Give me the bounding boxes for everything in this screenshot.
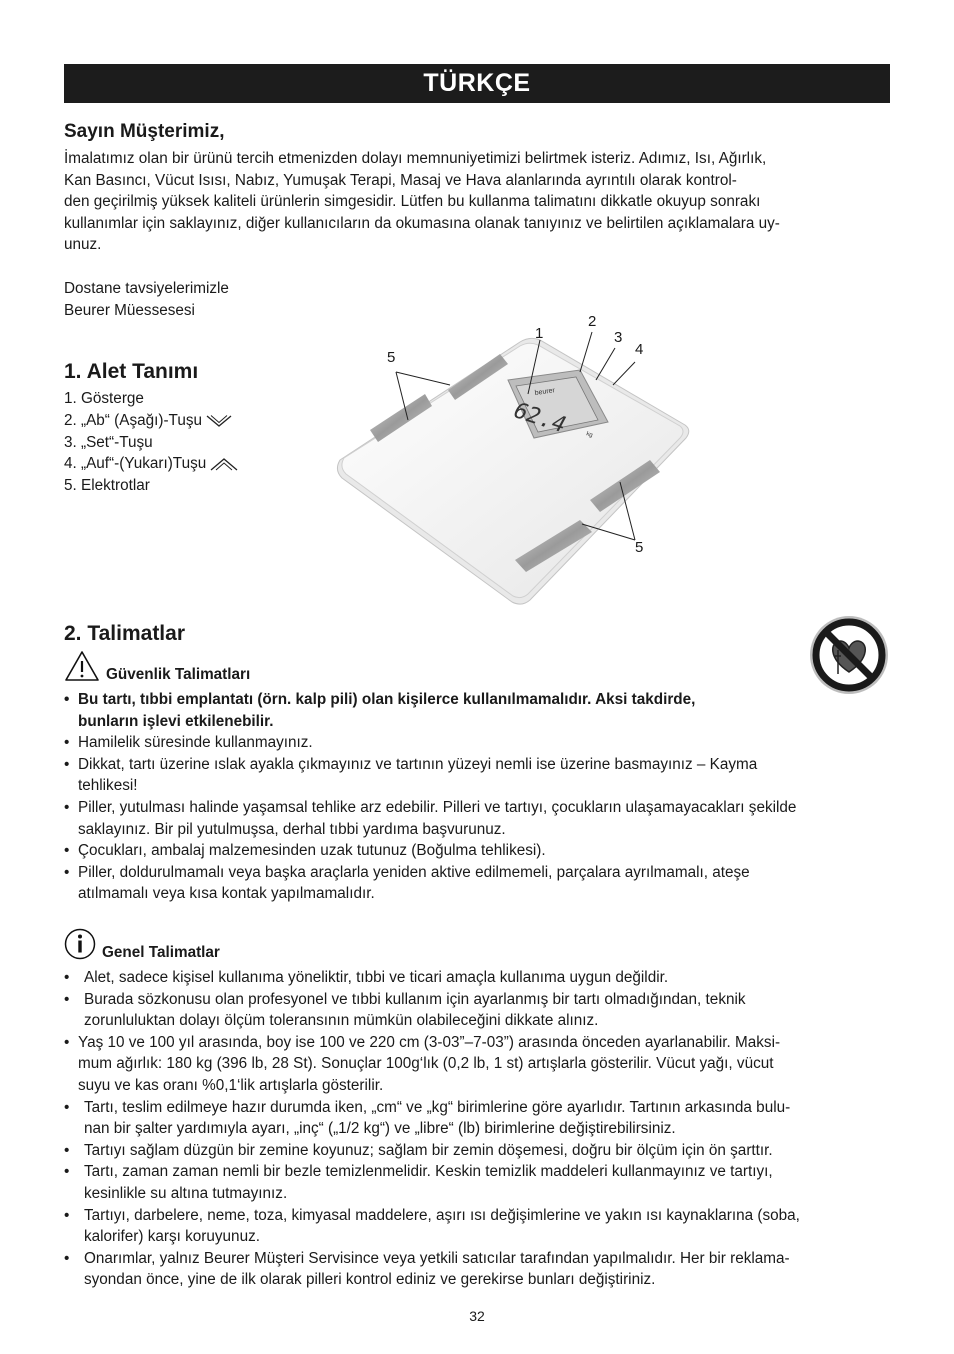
callout-label: 1 — [535, 325, 544, 342]
callout-label: 3 — [614, 329, 623, 346]
safety-item: • Bu tartı, tıbbi emplantatı (örn. kalp pili) olan kişilerce kullanılmamalıdır. Aksi takdirde, bunların işlevi etkilenebilir. — [64, 689, 890, 732]
no-pacemaker-icon — [808, 614, 890, 696]
down-key-icon — [206, 414, 232, 428]
general-item: • Yaş 10 ve 100 yıl arasında, boy ise 100 ve 220 cm (3-03”–7-03”) arasında önceden ayarlanabilir. Maksi- mum ağırlık: 180 kg (396 lb, 28 St). Sonuçlar 100g‘lık (0,2 lb, 1 st) artışlarla gösterilir. Vücut yağı, vücut suyu ve kas oranı %0,1‘lik artışlarla gösterilir. — [64, 1032, 894, 1097]
parts-list-item: 4. „Auf“-(Yukarı)Tuşu — [64, 453, 238, 475]
language-banner — [64, 64, 890, 103]
general-heading — [64, 928, 220, 960]
intro-line: den geçirilmiş yüksek kaliteli ürünlerin simgesidir. Lütfen bu kullanma talimatını dikkatle okuyup sonrakı — [64, 193, 761, 211]
info-icon — [64, 928, 96, 960]
scale-illustration — [330, 310, 700, 610]
general-item: • Tartıyı, darbelere, neme, toza, kimyasal maddelere, aşırı ısı değişimlerine ve yakın ısı kaynaklarına (soba, kalorifer) karşı koruyunuz. — [64, 1205, 894, 1248]
section-heading-device: 1. Alet Tanımı — [64, 360, 199, 383]
safety-item: • Hamilelik süresinde kullanmayınız. — [64, 732, 890, 754]
callout-label: 2 — [588, 313, 597, 330]
safety-item: • Dikkat, tartı üzerine ıslak ayakla çıkmayınız ve tartının yüzeyi nemli ise üzerine basmayınız – Kayma tehlikesi! — [64, 754, 890, 797]
sign-line: Beurer Müessesesi — [64, 301, 195, 319]
safety-list — [64, 689, 890, 905]
safety-item: • Çocukları, ambalaj malzemesinden uzak tutunuz (Boğulma tehlikesi). — [64, 840, 890, 862]
parts-list-item: 1. Gösterge — [64, 390, 144, 407]
page-number: 32 — [469, 1308, 485, 1324]
section-heading-instructions: 2. Talimatlar — [64, 622, 185, 645]
general-item: • Alet, sadece kişisel kullanıma yöneliktir, tıbbi ve ticari amaçla kullanıma uygun değildir. — [64, 967, 894, 989]
callout-label: 5 — [635, 539, 644, 556]
sign-line: Dostane tavsiyelerimizle — [64, 280, 229, 297]
up-key-icon — [210, 457, 238, 471]
safety-heading — [64, 650, 250, 682]
brand-label: beurer — [534, 387, 556, 397]
general-item: • Tartı, zaman zaman nemli bir bezle temizlenmelidir. Keskin temizlik maddeleri kullanmayınız ve tartıyı, kesinlikle su altına tutmayınız. — [64, 1161, 894, 1204]
safety-item: • Piller, doldurulmamalı veya başka araçlarla yeniden aktive edilmemeli, parçalara ayrılmamalı, ateşe atılmamalı veya kısa kontak yapılmamalıdır. — [64, 862, 890, 905]
general-heading-text: Genel Talimatlar — [102, 944, 220, 961]
general-item: • Tartı, teslim edilmeye hazır durumda iken, „cm“ ve „kg“ birimlerine göre ayarlıdır. Tartının arkasında bulu- nan bir şalter yardımıyla ayarı, „inç“ („1/2 kg“) ve „libre“ (lb) birimlerine değiştirebilirsiniz. — [64, 1097, 894, 1140]
language-title: TÜRKÇE — [423, 69, 531, 97]
parts-list-item: 5. Elektrotlar — [64, 477, 150, 495]
general-item: • Burada sözkonusu olan profesyonel ve tıbbi kullanım için ayarlanmış bir tartı olmadığından, teknik zorunluluktan dolayı ölçüm toleransının mümkün olabileceğini dikkate alınız. — [64, 989, 894, 1032]
general-item: • Tartıyı sağlam düzgün bir zemine koyunuz; sağlam bir zemin döşemesi, doğru bir ölçüm için ön şarttır. — [64, 1140, 894, 1162]
intro-line: kullanımlar için saklayınız, diğer kullanıcıların da okumasına olanak tanıyınız ve belirtilen açıklamalara uy- — [64, 214, 780, 232]
intro-line: İmalatımız olan bir ürünü tercih etmenizden dolayı memnuniyetimizi belirtmek isteriz. Adımız, Isı, Ağırlık, — [64, 150, 767, 167]
warning-icon — [64, 650, 100, 682]
safety-heading-text: Güvenlik Talimatları — [106, 666, 251, 683]
parts-list — [64, 388, 238, 497]
callout-label: 5 — [387, 349, 396, 366]
display-reading: 62.4 — [508, 398, 572, 438]
greeting-heading: Sayın Müşterimiz, — [64, 121, 225, 142]
safety-item: • Piller, yutulması halinde yaşamsal tehlike arz edebilir. Pilleri ve tartıyı, çocukların ulaşamayacakları şekilde saklayınız. Bir pil yutulmuşsa, derhal tıbbi yardıma başvurunuz. — [64, 797, 890, 840]
signature-block — [64, 278, 229, 321]
display-unit-label: kg — [585, 431, 594, 439]
general-list — [64, 967, 894, 1291]
general-item: • Onarımlar, yalnız Beurer Müşteri Servisince veya yetkili satıcılar tarafından yapılmalıdır. Her bir reklama- syondan önce, yine de ilk olarak pilleri kontrol ediniz ve gerekirse bunları değiştiriniz. — [64, 1248, 894, 1291]
parts-list-item: 2. „Ab“ (Aşağı)-Tuşu — [64, 410, 238, 432]
parts-list-item: 3. „Set“-Tuşu — [64, 433, 153, 451]
intro-line: Kan Basıncı, Vücut Isısı, Nabız, Yumuşak Terapi, Masaj ve Hava alanlarında ayrıntılı olarak kontrol- — [64, 171, 737, 189]
intro-paragraph — [64, 148, 890, 256]
intro-line: unuz. — [64, 236, 102, 254]
callout-label: 4 — [635, 341, 644, 358]
